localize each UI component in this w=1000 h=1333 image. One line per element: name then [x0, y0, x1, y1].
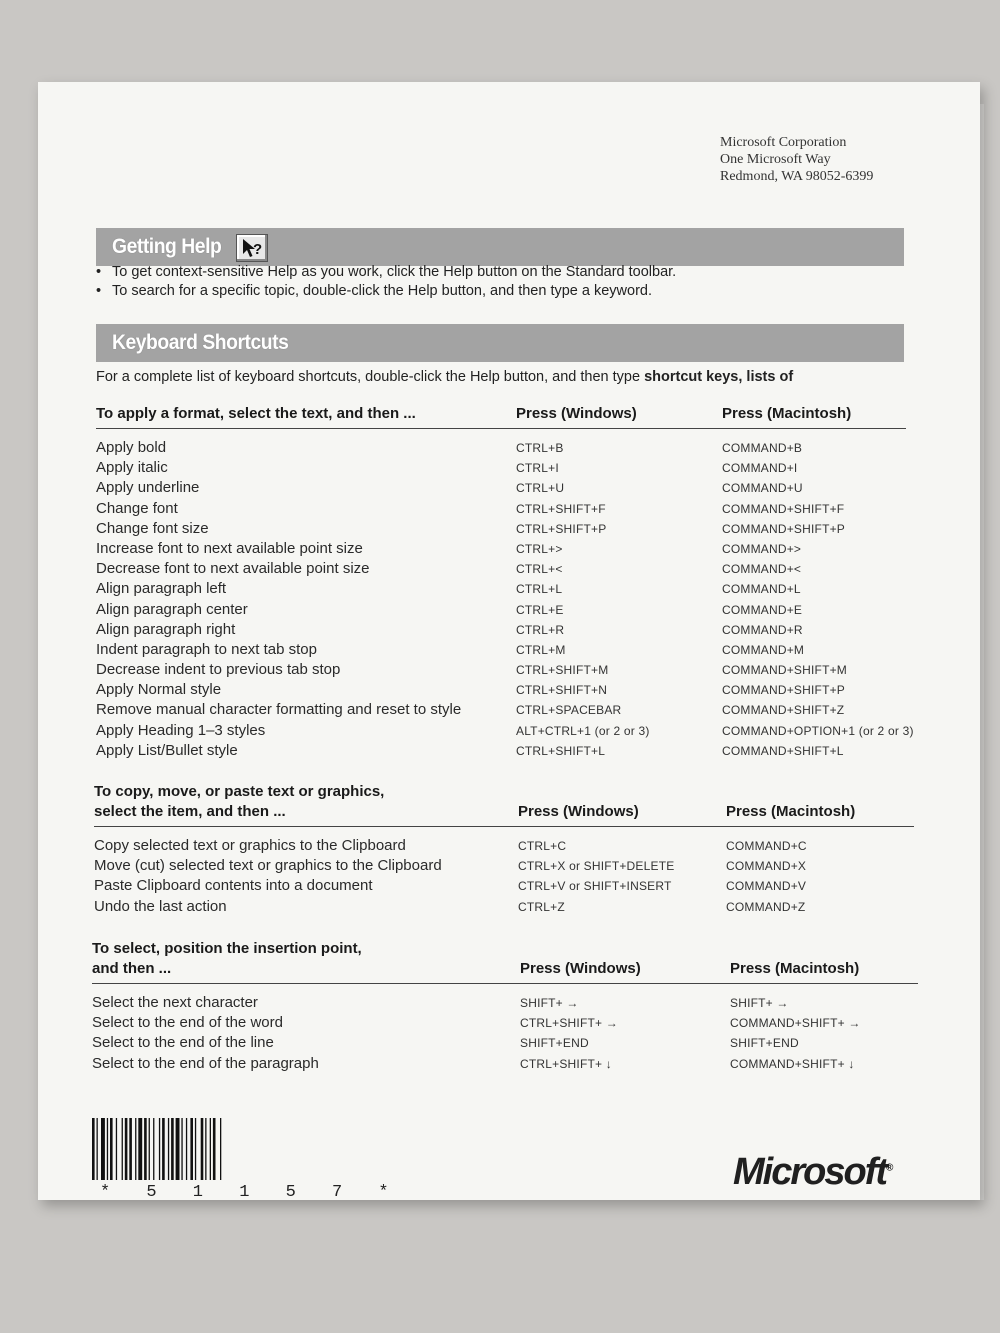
- column-header-macintosh: Press (Macintosh): [722, 405, 852, 422]
- shortcut-action: Change font size: [96, 519, 209, 537]
- macintosh-shortcut: COMMAND+SHIFT+ ↓: [730, 1056, 855, 1071]
- address-line: Redmond, WA 98052-6399: [720, 169, 874, 184]
- shortcut-action: Apply underline: [96, 479, 200, 497]
- section-header: [92, 935, 918, 984]
- windows-shortcut: CTRL+E: [516, 602, 564, 617]
- shortcut-action: Apply Normal style: [96, 681, 222, 699]
- shortcut-action: Remove manual character formatting and reset to style: [96, 701, 462, 719]
- table-row: [96, 459, 906, 479]
- barcode-bar: [176, 1118, 180, 1180]
- barcode-bar: [135, 1118, 136, 1180]
- barcode-bar: [125, 1118, 128, 1180]
- windows-shortcut: ALT+CTRL+1 (or 2 or 3): [516, 723, 650, 738]
- table-row: [96, 560, 906, 580]
- barcode-bar: [210, 1118, 211, 1180]
- windows-shortcut: CTRL+V or SHIFT+INSERT: [518, 879, 672, 894]
- macintosh-shortcut: COMMAND+SHIFT+ →: [730, 1016, 861, 1031]
- help-pointer-icon: [236, 234, 268, 262]
- barcode-bar: [149, 1118, 150, 1180]
- section-rows: [92, 994, 918, 1075]
- windows-shortcut: CTRL+SHIFT+L: [516, 743, 606, 758]
- windows-shortcut: CTRL+I: [516, 461, 559, 476]
- macintosh-shortcut: COMMAND+SHIFT+F: [722, 501, 845, 516]
- address-line: One Microsoft Way: [720, 152, 831, 167]
- table-row: [96, 661, 906, 681]
- barcode-bar: [162, 1118, 165, 1180]
- barcode-bar: [159, 1118, 160, 1180]
- windows-shortcut: CTRL+SHIFT+ →: [520, 1016, 618, 1031]
- macintosh-shortcut: COMMAND+R: [722, 622, 803, 637]
- table-row: [96, 742, 906, 762]
- windows-shortcut: CTRL+Z: [518, 899, 565, 914]
- macintosh-shortcut: COMMAND+SHIFT+P: [722, 521, 846, 536]
- barcode-bar: [97, 1118, 98, 1180]
- column-header-windows: Press (Windows): [518, 803, 639, 820]
- table-row: [96, 681, 906, 701]
- macintosh-shortcut: SHIFT+ →: [730, 996, 789, 1010]
- windows-shortcut: CTRL+SHIFT+ ↓: [520, 1056, 612, 1071]
- barcode-bar: [201, 1118, 204, 1180]
- windows-shortcut: CTRL+U: [516, 481, 565, 496]
- address-line: Microsoft Corporation: [720, 135, 847, 150]
- company-address: [720, 134, 873, 185]
- shortcut-action: Undo the last action: [94, 897, 227, 915]
- barcode-bar: [186, 1118, 187, 1180]
- macintosh-shortcut: COMMAND+M: [722, 642, 805, 657]
- shortcut-action: Indent paragraph to next tab stop: [96, 640, 317, 658]
- macintosh-shortcut: COMMAND+SHIFT+Z: [722, 703, 845, 718]
- shortcut-action: Move (cut) selected text or graphics to the Clipboard: [94, 857, 442, 875]
- macintosh-shortcut: COMMAND+C: [726, 839, 807, 853]
- getting-help-banner: [96, 228, 904, 266]
- shortcut-action: Select to the end of the word: [92, 1014, 283, 1032]
- windows-shortcut: CTRL+SHIFT+F: [516, 501, 606, 516]
- windows-shortcut: CTRL+<: [516, 562, 563, 577]
- keyboard-shortcuts-banner: [96, 324, 904, 362]
- format-shortcuts-table: [96, 398, 914, 762]
- table-row: [96, 621, 906, 641]
- table-row: [94, 837, 914, 857]
- selection-shortcuts-table: [92, 935, 918, 1075]
- table-row: [96, 701, 906, 721]
- barcode-bar: [205, 1118, 206, 1180]
- table-row: [92, 1014, 918, 1034]
- section-description: To select, position the insertion point, and then ...: [92, 940, 362, 977]
- barcode-bar: [107, 1118, 108, 1180]
- macintosh-shortcut: COMMAND+U: [722, 481, 803, 496]
- table-row: [92, 994, 918, 1014]
- section-description: To copy, move, or paste text or graphics, select the item, and then ...: [94, 783, 385, 820]
- barcode: [90, 1118, 280, 1186]
- barcode-bar: [122, 1118, 123, 1180]
- table-row: [96, 500, 906, 520]
- macintosh-shortcut: COMMAND+SHIFT+L: [722, 743, 844, 758]
- macintosh-shortcut: COMMAND+L: [722, 582, 801, 597]
- shortcut-action: Apply List/Bullet style: [96, 741, 238, 759]
- section-rows: [96, 439, 914, 762]
- table-row: [94, 877, 914, 897]
- barcode-bar: [171, 1118, 174, 1180]
- barcode-bar: [144, 1118, 147, 1180]
- keyboard-shortcuts-title: Keyboard Shortcuts: [112, 331, 289, 354]
- barcode-number: * 5 1 1 5 7 *: [100, 1183, 402, 1202]
- windows-shortcut: CTRL+R: [516, 622, 565, 637]
- microsoft-logo: Microsoft®: [733, 1151, 894, 1193]
- windows-shortcut: CTRL+SHIFT+M: [516, 663, 609, 678]
- shortcut-action: Align paragraph right: [96, 620, 236, 638]
- macintosh-shortcut: COMMAND+V: [726, 879, 807, 894]
- macintosh-shortcut: COMMAND+>: [722, 541, 802, 556]
- table-row: [96, 439, 906, 459]
- shortcut-action: Align paragraph center: [96, 600, 248, 618]
- shortcut-action: Apply italic: [96, 459, 168, 477]
- barcode-bar: [181, 1118, 182, 1180]
- list-item: • To search for a specific topic, double-click the Help button, and then type a keyword.: [96, 283, 653, 299]
- windows-shortcut: SHIFT+END: [520, 1036, 589, 1051]
- shortcut-action: Align paragraph left: [96, 580, 227, 598]
- svg-text:?: ?: [253, 241, 263, 258]
- clipboard-shortcuts-table: [94, 778, 914, 918]
- barcode-bar: [92, 1118, 95, 1180]
- shortcut-action: Select to the end of the paragraph: [92, 1054, 319, 1072]
- shortcuts-intro-keyword: shortcut keys, lists of: [644, 369, 794, 385]
- shortcut-action: Apply bold: [96, 439, 167, 456]
- barcode-bar: [190, 1118, 193, 1180]
- table-row: [92, 1034, 918, 1054]
- macintosh-shortcut: COMMAND+OPTION+1 (or 2 or 3): [722, 723, 914, 738]
- windows-shortcut: CTRL+SHIFT+N: [516, 683, 608, 698]
- shortcut-action: Increase font to next available point size: [96, 539, 363, 557]
- section-header: [96, 398, 906, 429]
- windows-shortcut: CTRL+L: [516, 582, 563, 597]
- shortcut-action: Decrease font to next available point size: [96, 560, 370, 578]
- macintosh-shortcut: SHIFT+END: [730, 1036, 799, 1051]
- macintosh-shortcut: COMMAND+X: [726, 859, 807, 874]
- table-row: [96, 540, 906, 560]
- macintosh-shortcut: COMMAND+<: [722, 562, 802, 577]
- table-row: [96, 721, 914, 742]
- section-header: [94, 778, 914, 827]
- barcode-bar: [195, 1118, 196, 1180]
- barcode-bar: [101, 1118, 105, 1180]
- list-item: • To get context-sensitive Help as you work, click the Help button on the Standard toolbar.: [96, 264, 677, 280]
- section-rows: [94, 837, 914, 918]
- shortcut-action: Apply Heading 1–3 styles: [96, 721, 266, 739]
- shortcut-action: Decrease indent to previous tab stop: [96, 661, 341, 679]
- column-header-windows: Press (Windows): [520, 960, 641, 977]
- shortcut-action: Select the next character: [92, 994, 258, 1011]
- macintosh-shortcut: COMMAND+B: [722, 441, 803, 455]
- windows-shortcut: CTRL+C: [518, 839, 567, 853]
- windows-shortcut: CTRL+M: [516, 642, 566, 657]
- macintosh-shortcut: COMMAND+E: [722, 602, 803, 617]
- windows-shortcut: CTRL+SHIFT+P: [516, 521, 607, 536]
- shortcut-action: Select to the end of the line: [92, 1034, 274, 1052]
- column-header-macintosh: Press (Macintosh): [726, 803, 856, 820]
- windows-shortcut: CTRL+X or SHIFT+DELETE: [518, 859, 675, 874]
- table-row: [96, 601, 906, 621]
- table-row: [96, 520, 906, 540]
- barcode-bar: [153, 1118, 154, 1180]
- windows-shortcut: CTRL+>: [516, 541, 563, 556]
- section-description: To apply a format, select the text, and then ...: [96, 405, 416, 422]
- barcode-bar: [110, 1118, 113, 1180]
- shortcuts-intro: For a complete list of keyboard shortcuts, double-click the Help button, and then type shortcut keys, lists of: [96, 369, 794, 385]
- macintosh-shortcut: COMMAND+SHIFT+P: [722, 683, 846, 698]
- barcode-bar: [168, 1118, 169, 1180]
- windows-shortcut: SHIFT+ →: [520, 996, 579, 1010]
- macintosh-shortcut: COMMAND+I: [722, 461, 798, 476]
- barcode-bar: [116, 1118, 117, 1180]
- barcode-bar: [138, 1118, 142, 1180]
- shortcut-action: Change font: [96, 499, 178, 517]
- column-header-windows: Press (Windows): [516, 405, 637, 422]
- table-row: [94, 857, 914, 877]
- windows-shortcut: CTRL+B: [516, 441, 564, 455]
- barcode-bar: [220, 1118, 221, 1180]
- table-row: [96, 580, 906, 600]
- help-bullets: [96, 263, 676, 301]
- barcode-bar: [129, 1118, 132, 1180]
- table-row: [96, 479, 906, 499]
- table-row: [92, 1055, 918, 1075]
- barcode-bar: [213, 1118, 216, 1180]
- column-header-macintosh: Press (Macintosh): [730, 960, 860, 977]
- table-row: [94, 898, 914, 918]
- macintosh-shortcut: COMMAND+SHIFT+M: [722, 663, 848, 678]
- windows-shortcut: CTRL+SPACEBAR: [516, 703, 622, 718]
- shortcut-action: Paste Clipboard contents into a document: [94, 877, 373, 895]
- macintosh-shortcut: COMMAND+Z: [726, 899, 806, 914]
- table-row: [96, 641, 906, 661]
- shortcut-action: Copy selected text or graphics to the Clipboard: [94, 837, 406, 854]
- getting-help-title: Getting Help: [112, 235, 222, 258]
